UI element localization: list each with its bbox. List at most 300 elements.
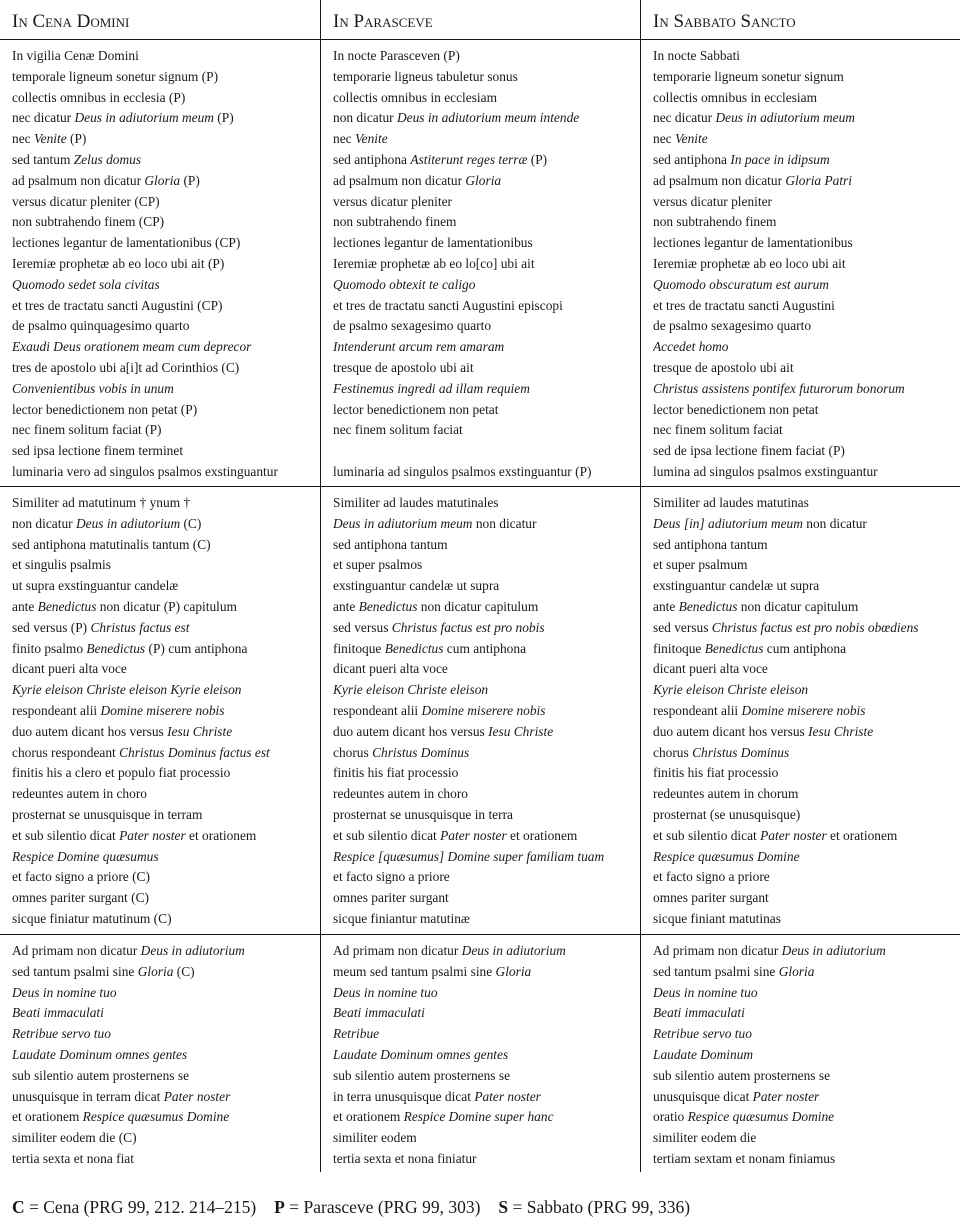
rubric-text: similiter eodem die (C) (12, 1130, 137, 1146)
incipit-text: Gloria (465, 172, 502, 188)
rubric-text: nec finem solitum faciat (333, 422, 463, 438)
incipit-text: Retribue servo tuo (12, 1026, 111, 1042)
incipit-text: Laudate Dominum (653, 1046, 754, 1062)
rubric-text: sed antiphona tantum (333, 536, 448, 552)
text-line (653, 1066, 960, 1087)
incipit-text: Kyrie eleison Christe eleison Kyrie eleison (12, 682, 242, 698)
text-line (333, 192, 640, 213)
text-line (333, 514, 640, 535)
incipit-text: Retribue (333, 1026, 380, 1042)
rubric-text: duo autem dicant hos versus (12, 723, 168, 739)
incipit-text: Iesu Christe (488, 723, 554, 739)
rubric-text: sicque finiantur matutinæ (333, 910, 470, 926)
text-line (653, 805, 960, 826)
rubric-text: et tres de tractatu sancti Augustini episcopi (333, 297, 563, 313)
rubric-text: sed ipsa lectione finem terminet (12, 443, 184, 459)
incipit-text: Deus in adiutorium (781, 943, 886, 958)
rubric-text: sed versus (653, 619, 712, 635)
text-line (333, 941, 640, 962)
rubric-text: de psalmo sexagesimo quarto (333, 318, 492, 334)
incipit-text: Retribue servo tuo (653, 1026, 752, 1042)
rubric-text: et tres de tractatu sancti Augustini (653, 297, 835, 313)
text-line (12, 108, 320, 129)
incipit-text: Benedictus (678, 598, 738, 614)
text-line (12, 1066, 320, 1087)
rubric-text: ante (12, 598, 38, 614)
rubric-text: (P) (213, 110, 234, 126)
rubric-text: Ad primam non dicatur (653, 943, 782, 958)
rubric-text: collectis omnibus in ecclesiam (333, 89, 497, 105)
text-line (12, 1003, 320, 1024)
rubric-text: et singulis psalmis (12, 557, 111, 573)
rubric-text: sub silentio autem prosternens se (333, 1067, 511, 1083)
legend-text-c: = Cena (PRG 99, 212. 214–215) (24, 1197, 257, 1217)
section-matins (641, 40, 960, 487)
text-line (333, 420, 640, 441)
text-line (333, 618, 640, 639)
text-line (333, 680, 640, 701)
text-line (333, 576, 640, 597)
text-line (653, 983, 960, 1004)
text-line (653, 1087, 960, 1108)
section-prime (321, 935, 640, 1172)
rubric-text: prosternat (se unusquisque) (653, 806, 801, 822)
column-sabbato (640, 0, 960, 1172)
rubric-text: sed antiphona (333, 151, 411, 167)
section-matins (0, 40, 320, 487)
rubric-text: de psalmo sexagesimo quarto (653, 318, 812, 334)
rubric-text: meum sed tantum psalmi sine (333, 963, 496, 979)
text-line (653, 826, 960, 847)
rubric-text: finito psalmo (12, 640, 87, 656)
rubric-text: et super psalmos (333, 557, 423, 573)
rubric-text: versus dicatur pleniter (333, 193, 452, 209)
text-line (333, 493, 640, 514)
text-line (12, 618, 320, 639)
text-line (12, 909, 320, 930)
text-line (653, 618, 960, 639)
rubric-text: chorus (333, 744, 373, 760)
text-line (12, 400, 320, 421)
rubric-text: omnes pariter surgant (333, 890, 449, 906)
rubric-text: finitis his fiat processio (653, 765, 779, 781)
text-line (12, 743, 320, 764)
rubric-text: ante (653, 598, 679, 614)
text-line (12, 1045, 320, 1066)
text-line (12, 983, 320, 1004)
rubric-text: sed antiphona tantum (653, 536, 768, 552)
incipit-text: Benedictus (358, 598, 418, 614)
text-line (12, 555, 320, 576)
rubric-text: sed antiphona matutinalis tantum (C) (12, 536, 211, 552)
text-line (12, 576, 320, 597)
rubric-text: temporarie ligneus tabuletur sonus (333, 68, 518, 84)
text-line (12, 1024, 320, 1045)
text-line (653, 316, 960, 337)
text-line (333, 826, 640, 847)
rubric-text: nec finem solitum faciat (P) (12, 422, 162, 438)
text-line (12, 171, 320, 192)
rubric-text: nec finem solitum faciat (653, 422, 783, 438)
rubric-text: (C) (180, 515, 202, 531)
rubric-text: lectiones legantur de lamentationibus (CP) (12, 235, 241, 251)
rubric-text: et orationem (333, 1109, 404, 1125)
text-line (12, 659, 320, 680)
rubric-text: respondeant alii (333, 702, 422, 718)
text-line (653, 254, 960, 275)
incipit-text: Benedictus (384, 640, 444, 656)
column-heading: In Parasceve (321, 0, 640, 40)
text-line (333, 701, 640, 722)
text-line (333, 597, 640, 618)
rubric-text: sicque finiant matutinas (653, 910, 781, 926)
rubric-text: versus dicatur pleniter (CP) (12, 193, 160, 209)
text-line (333, 129, 640, 150)
rubric-text: duo autem dicant hos versus (653, 723, 809, 739)
text-line (333, 763, 640, 784)
text-line (653, 1107, 960, 1128)
text-line (333, 1066, 640, 1087)
text-line (653, 420, 960, 441)
incipit-text: Intenderunt arcum rem amaram (333, 339, 505, 355)
rubric-text: et super psalmum (653, 557, 748, 573)
text-line (12, 597, 320, 618)
text-line (12, 88, 320, 109)
text-line (653, 379, 960, 400)
incipit-text: Beati immaculati (333, 1005, 425, 1021)
incipit-text: Christus Dominus factus est (119, 744, 270, 760)
text-line (333, 441, 640, 462)
rubric-text: chorus respondeant (12, 744, 120, 760)
text-line (12, 722, 320, 743)
rubric-text: nec (12, 131, 34, 147)
text-line (653, 1024, 960, 1045)
text-line (333, 962, 640, 983)
incipit-text: Kyrie eleison Christe eleison (653, 682, 809, 698)
rubric-text: omnes pariter surgant (C) (12, 890, 149, 906)
incipit-text: Deus in adiutorium meum (715, 110, 855, 126)
text-line (333, 1128, 640, 1149)
text-line (333, 275, 640, 296)
text-line (333, 535, 640, 556)
rubric-text: redeuntes autem in chorum (653, 786, 799, 802)
text-line (333, 784, 640, 805)
rubric-text: tertia sexta et nona fiat (12, 1150, 134, 1166)
incipit-text: Deus in adiutorium (140, 943, 245, 958)
rubric-text: dicant pueri alta voce (12, 661, 127, 677)
text-line (333, 379, 640, 400)
text-line (12, 212, 320, 233)
text-line (12, 1107, 320, 1128)
text-line (653, 275, 960, 296)
incipit-text: Christus factus est pro nobis (391, 619, 545, 635)
rubric-text: finitis his fiat processio (333, 765, 459, 781)
incipit-text: Domine miserere nobis (100, 702, 225, 718)
rubric-text: sub silentio autem prosternens se (12, 1067, 190, 1083)
text-line (333, 150, 640, 171)
text-line (333, 358, 640, 379)
incipit-text: Pater noster (440, 827, 507, 843)
incipit-text: Respice quæsumus Domine (687, 1109, 835, 1125)
text-line (12, 316, 320, 337)
text-line (12, 763, 320, 784)
rubric-text: et sub silentio dicat (653, 827, 761, 843)
text-line (653, 171, 960, 192)
rubric-text: non dicatur (P) capitulum (96, 598, 237, 614)
rubric-text: finitoque (333, 640, 385, 656)
text-line (12, 867, 320, 888)
rubric-text: non dicatur (333, 110, 397, 126)
text-line (12, 441, 320, 462)
text-line (653, 680, 960, 701)
incipit-text: Quomodo sedet sola civitas (12, 276, 160, 292)
rubric-text: omnes pariter surgant (653, 890, 769, 906)
rubric-text: et orationem (826, 827, 898, 843)
text-line (12, 337, 320, 358)
rubric-text: et sub silentio dicat (333, 827, 441, 843)
rubric-text: sed versus (P) (12, 619, 91, 635)
text-line (12, 847, 320, 868)
rubric-text: (P) cum antiphona (145, 640, 248, 656)
text-line (333, 233, 640, 254)
column-cena (0, 0, 320, 1172)
text-line (12, 275, 320, 296)
text-line (653, 639, 960, 660)
text-line (12, 1128, 320, 1149)
section-matins (321, 40, 640, 487)
section-prime (641, 935, 960, 1172)
incipit-text: Laudate Dominum omnes gentes (333, 1046, 509, 1062)
rubric-text: chorus (653, 744, 693, 760)
rubric-text: et orationem (185, 827, 257, 843)
text-line (653, 400, 960, 421)
rubric-text: non subtrahendo finem (653, 214, 777, 230)
rubric-text: et orationem (506, 827, 578, 843)
rubric-text: tertiam sextam et nonam finiamus (653, 1150, 836, 1166)
rubric-text: ante (333, 598, 359, 614)
text-line (333, 1149, 640, 1170)
text-line (653, 337, 960, 358)
incipit-text: Respice quæsumus Domine (82, 1109, 230, 1125)
text-line (653, 129, 960, 150)
rubric-text: luminaria vero ad singulos psalmos exstinguantur (12, 463, 278, 479)
incipit-text: Pater noster (760, 827, 827, 843)
incipit-text: Deus in nomine tuo (653, 984, 758, 1000)
incipit-text: Zelus domus (73, 151, 142, 167)
text-line (653, 462, 960, 483)
text-line (12, 1087, 320, 1108)
legend-key-p: P (274, 1197, 285, 1217)
text-line (333, 743, 640, 764)
text-line (12, 826, 320, 847)
incipit-text: Respice Domine quæsumus (12, 848, 159, 864)
incipit-text: In pace in idipsum (730, 151, 830, 167)
text-line (333, 88, 640, 109)
rubric-text: non subtrahendo finem (333, 214, 457, 230)
text-line (12, 701, 320, 722)
text-line (333, 555, 640, 576)
rubric-text: tresque de apostolo ubi ait (333, 359, 474, 375)
text-line (12, 805, 320, 826)
text-line (653, 67, 960, 88)
text-line (333, 316, 640, 337)
rubric-text: temporarie ligneum sonetur signum (653, 68, 844, 84)
rubric-text: ad psalmum non dicatur (12, 172, 145, 188)
rubric-text: finitis his a clero et populo fiat processio (12, 765, 231, 781)
rubric-text: luminaria ad singulos psalmos exstinguantur (P) (333, 463, 592, 479)
text-line (333, 639, 640, 660)
text-line (12, 941, 320, 962)
text-line (653, 1128, 960, 1149)
incipit-text: Beati immaculati (12, 1005, 104, 1021)
text-line (653, 909, 960, 930)
rubric-text: versus dicatur pleniter (653, 193, 772, 209)
incipit-text: Benedictus (704, 640, 764, 656)
rubric-text: non dicatur (12, 515, 76, 531)
incipit-text: Deus in nomine tuo (333, 984, 438, 1000)
text-line (333, 254, 640, 275)
incipit-text: Gloria (495, 963, 532, 979)
incipit-text: Gloria (144, 172, 181, 188)
rubric-text: non dicatur capitulum (737, 598, 859, 614)
rubric-text: cum antiphona (763, 640, 847, 656)
incipit-text: Christus factus est (90, 619, 190, 635)
text-line (653, 941, 960, 962)
incipit-text: Gloria (778, 963, 815, 979)
incipit-text: Beati immaculati (653, 1005, 745, 1021)
text-line (333, 805, 640, 826)
incipit-text: Respice quæsumus Domine (653, 848, 800, 864)
legend-key-s: S (498, 1197, 509, 1217)
incipit-text: Convenientibus vobis in unum (12, 380, 174, 396)
rubric-text: nec (333, 131, 355, 147)
text-line (333, 983, 640, 1004)
rubric-text: (P) (527, 151, 548, 167)
text-line (653, 441, 960, 462)
rubric-text: ad psalmum non dicatur (333, 172, 466, 188)
rubric-text: In nocte Sabbati (653, 48, 741, 63)
incipit-text: Quomodo obtexit te caligo (333, 276, 476, 292)
incipit-text: Respice Domine super hanc (403, 1109, 554, 1125)
text-line (12, 296, 320, 317)
rubric-text: exstinguantur candelæ ut supra (333, 578, 500, 594)
rubric-text: sed tantum psalmi sine (653, 963, 779, 979)
incipit-text: Venite (674, 131, 708, 147)
rubric-text: sed de ipsa lectione finem faciat (P) (653, 443, 845, 459)
rubric-text: ut supra exstinguantur candelæ (12, 578, 179, 594)
text-line (653, 722, 960, 743)
legend-text-p: = Parasceve (PRG 99, 303) (284, 1197, 481, 1217)
rubric-text: temporale ligneum sonetur signum (P) (12, 68, 219, 84)
rubric-text: In vigilia Cenæ Domini (12, 48, 139, 63)
text-line (333, 337, 640, 358)
text-line (653, 233, 960, 254)
text-line (12, 680, 320, 701)
rubric-text: prosternat se unusquisque in terra (333, 806, 513, 822)
text-line (653, 358, 960, 379)
rubric-text: Similiter ad matutinum † ynum † (12, 495, 191, 510)
text-line (333, 847, 640, 868)
rubric-text: et sub silentio dicat (12, 827, 120, 843)
text-line (653, 867, 960, 888)
text-line (333, 46, 640, 67)
rubric-text: et facto signo a priore (653, 869, 770, 885)
incipit-text: Festinemus ingredi ad illam requiem (333, 380, 530, 396)
rubric-text: non dicatur capitulum (417, 598, 539, 614)
incipit-text: Christus assistens pontifex futurorum bonorum (653, 380, 905, 396)
incipit-text: Deus [in] adiutorium meum (653, 515, 803, 531)
text-line (12, 962, 320, 983)
text-line (653, 576, 960, 597)
text-line (12, 1149, 320, 1170)
section-lauds (641, 487, 960, 935)
incipit-text: Astiterunt reges terræ (410, 151, 528, 167)
rubric-text: de psalmo quinquagesimo quarto (12, 318, 190, 334)
rubric-text: lectiones legantur de lamentationibus (653, 235, 853, 251)
text-line (333, 462, 640, 483)
rubric-text: in terra unusquisque dicat (333, 1088, 475, 1104)
text-line (12, 535, 320, 556)
text-line (653, 555, 960, 576)
rubric-text: nec dicatur (653, 110, 716, 126)
incipit-text: Domine miserere nobis (421, 702, 546, 718)
rubric-text: (P) (66, 131, 87, 147)
rubric-text: unusquisque in terram dicat (12, 1088, 164, 1104)
text-line (12, 888, 320, 909)
text-line (333, 212, 640, 233)
text-line (12, 514, 320, 535)
text-line (653, 784, 960, 805)
text-line (653, 493, 960, 514)
text-line (333, 67, 640, 88)
text-line (653, 962, 960, 983)
text-line (653, 192, 960, 213)
rubric-text: prosternat se unusquisque in terram (12, 806, 203, 822)
incipit-text: Exaudi Deus orationem meam cum deprecor (12, 339, 252, 355)
text-line (12, 784, 320, 805)
incipit-text: Accedet homo (653, 339, 729, 355)
rubric-text: Ad primam non dicatur (333, 943, 462, 958)
rubric-text: cum antiphona (443, 640, 527, 656)
text-line (653, 535, 960, 556)
rubric-text: lector benedictionem non petat (653, 401, 819, 417)
incipit-text: Laudate Dominum omnes gentes (12, 1046, 188, 1062)
incipit-text: Deus in adiutorium meum (74, 110, 214, 126)
text-line (653, 763, 960, 784)
text-line (333, 400, 640, 421)
rubric-text: redeuntes autem in choro (333, 786, 468, 802)
legend-key-c: C (12, 1197, 25, 1217)
text-line (12, 233, 320, 254)
text-line (333, 1107, 640, 1128)
incipit-text: Venite (33, 131, 67, 147)
text-line (333, 867, 640, 888)
rubric-text: et facto signo a priore (C) (12, 869, 150, 885)
rubric-text: duo autem dicant hos versus (333, 723, 489, 739)
text-line (333, 108, 640, 129)
text-line (653, 150, 960, 171)
rubric-text: sed versus (333, 619, 392, 635)
text-line (653, 659, 960, 680)
text-line (653, 743, 960, 764)
text-line (653, 88, 960, 109)
incipit-text: Christus Dominus (372, 744, 470, 760)
rubric-text: nec dicatur (12, 110, 75, 126)
text-line (653, 701, 960, 722)
rubric-text: et orationem (12, 1109, 83, 1125)
text-line (12, 150, 320, 171)
text-line (12, 254, 320, 275)
